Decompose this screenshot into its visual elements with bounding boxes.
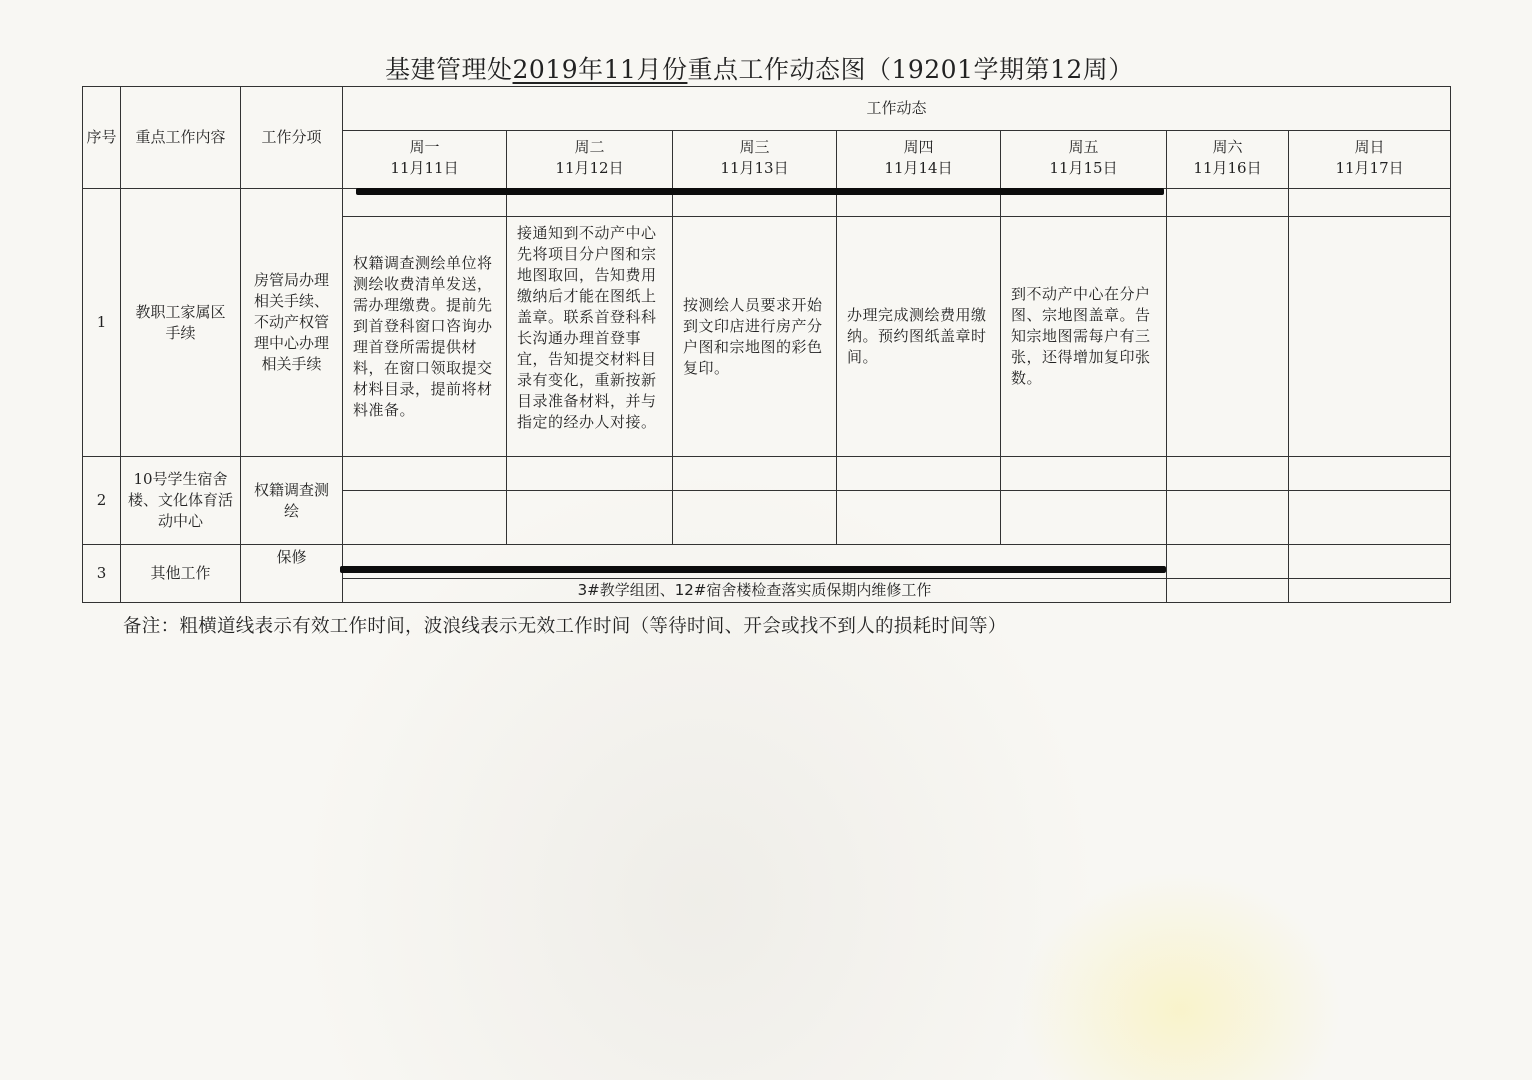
day-header-sat (1167, 131, 1289, 189)
row2-cell (343, 457, 507, 491)
row2-cell (1167, 491, 1289, 545)
row1-bar-cell (1289, 189, 1451, 217)
row1-subitem: 房管局办理相关手续、不动产权管理中心办理相关手续 (241, 189, 343, 457)
row2-cell (673, 491, 837, 545)
row3-seq: 3 (83, 545, 121, 603)
title-suffix: 重点工作动态图（19201学期第12周） (687, 55, 1134, 84)
row1-tue-note: 接通知到不动产中心先将项目分户图和宗地图取回，告知费用缴纳后才能在图纸上盖章。联系首登科科长沟通办理首登事宜，告知提交材料目录有变化，重新按新目录准备材料，并与指定的经办人对接。 (507, 217, 673, 457)
day-header-mon (343, 131, 507, 189)
day-name: 周三 (739, 138, 770, 156)
day-name: 周一 (409, 138, 440, 156)
day-date: 11月11日 (390, 159, 459, 177)
page-title (385, 50, 1185, 86)
row3-cell (1289, 579, 1451, 603)
title-period: 2019年11月份 (512, 55, 688, 84)
row1-fri-note: 到不动产中心在分户图、宗地图盖章。告知宗地图需每户有三张，还得增加复印张数。 (1001, 217, 1167, 457)
day-date: 11月14日 (884, 159, 953, 177)
row1-sun-note (1289, 217, 1451, 457)
header-dynamics: 工作动态 (343, 87, 1451, 131)
row2-seq: 2 (83, 457, 121, 545)
row3-cell (1167, 545, 1289, 579)
header-content: 重点工作内容 (121, 87, 241, 189)
row1-wed-note: 按测绘人员要求开始到文印店进行房产分户图和宗地图的彩色复印。 (673, 217, 837, 457)
row3-note: 3#教学组团、12#宿舍楼检查落实质保期内维修工作 (343, 579, 1167, 603)
row3-cell (1289, 545, 1451, 579)
row1-seq: 1 (83, 189, 121, 457)
row2-cell (507, 457, 673, 491)
row2-cell (1289, 457, 1451, 491)
remark-note: 备注：粗横道线表示有效工作时间，波浪线表示无效工作时间（等待时间、开会或找不到人的损耗时间等） (123, 616, 1007, 637)
day-name: 周四 (903, 138, 934, 156)
day-name: 周六 (1212, 138, 1243, 156)
day-header-fri (1001, 131, 1167, 189)
row2-cell (1001, 457, 1167, 491)
row2-cell (343, 491, 507, 545)
header-subitem: 工作分项 (241, 87, 343, 189)
row1-bar-cell (1167, 189, 1289, 217)
day-date: 11月16日 (1193, 159, 1262, 177)
work-schedule-table (82, 86, 1451, 603)
row2-cell (837, 457, 1001, 491)
title-prefix: 基建管理处 (385, 55, 513, 84)
row2-subitem: 权籍调查测绘 (241, 457, 343, 545)
row3-bar-cell (343, 545, 1167, 579)
row2-cell (1001, 491, 1167, 545)
effective-work-bar-row1 (356, 188, 1164, 195)
day-header-thu (837, 131, 1001, 189)
day-date: 11月15日 (1049, 159, 1118, 177)
row2-cell (1167, 457, 1289, 491)
day-header-sun (1289, 131, 1451, 189)
row2-cell (837, 491, 1001, 545)
row3-subitem: 保修 (241, 545, 343, 603)
row2-cell (673, 457, 837, 491)
day-date: 11月12日 (555, 159, 624, 177)
day-header-wed (673, 131, 837, 189)
day-name: 周五 (1068, 138, 1099, 156)
day-date: 11月17日 (1335, 159, 1404, 177)
effective-work-bar-row3 (340, 566, 1166, 573)
row1-mon-note: 权籍调查测绘单位将测绘收费清单发送，需办理缴费。提前先到首登科窗口咨询办理首登所需提供材料，在窗口领取提交材料目录，提前将材料准备。 (343, 217, 507, 457)
day-name: 周日 (1354, 138, 1385, 156)
row3-content: 其他工作 (121, 545, 241, 603)
row3-cell (1167, 579, 1289, 603)
row2-cell (507, 491, 673, 545)
row1-sat-note (1167, 217, 1289, 457)
day-name: 周二 (574, 138, 605, 156)
header-seq: 序号 (83, 87, 121, 189)
row1-thu-note: 办理完成测绘费用缴纳。预约图纸盖章时间。 (837, 217, 1001, 457)
row2-content: 10号学生宿舍楼、文化体育活动中心 (121, 457, 241, 545)
row2-cell (1289, 491, 1451, 545)
row1-content: 教职工家属区手续 (121, 189, 241, 457)
day-date: 11月13日 (720, 159, 789, 177)
day-header-tue (507, 131, 673, 189)
